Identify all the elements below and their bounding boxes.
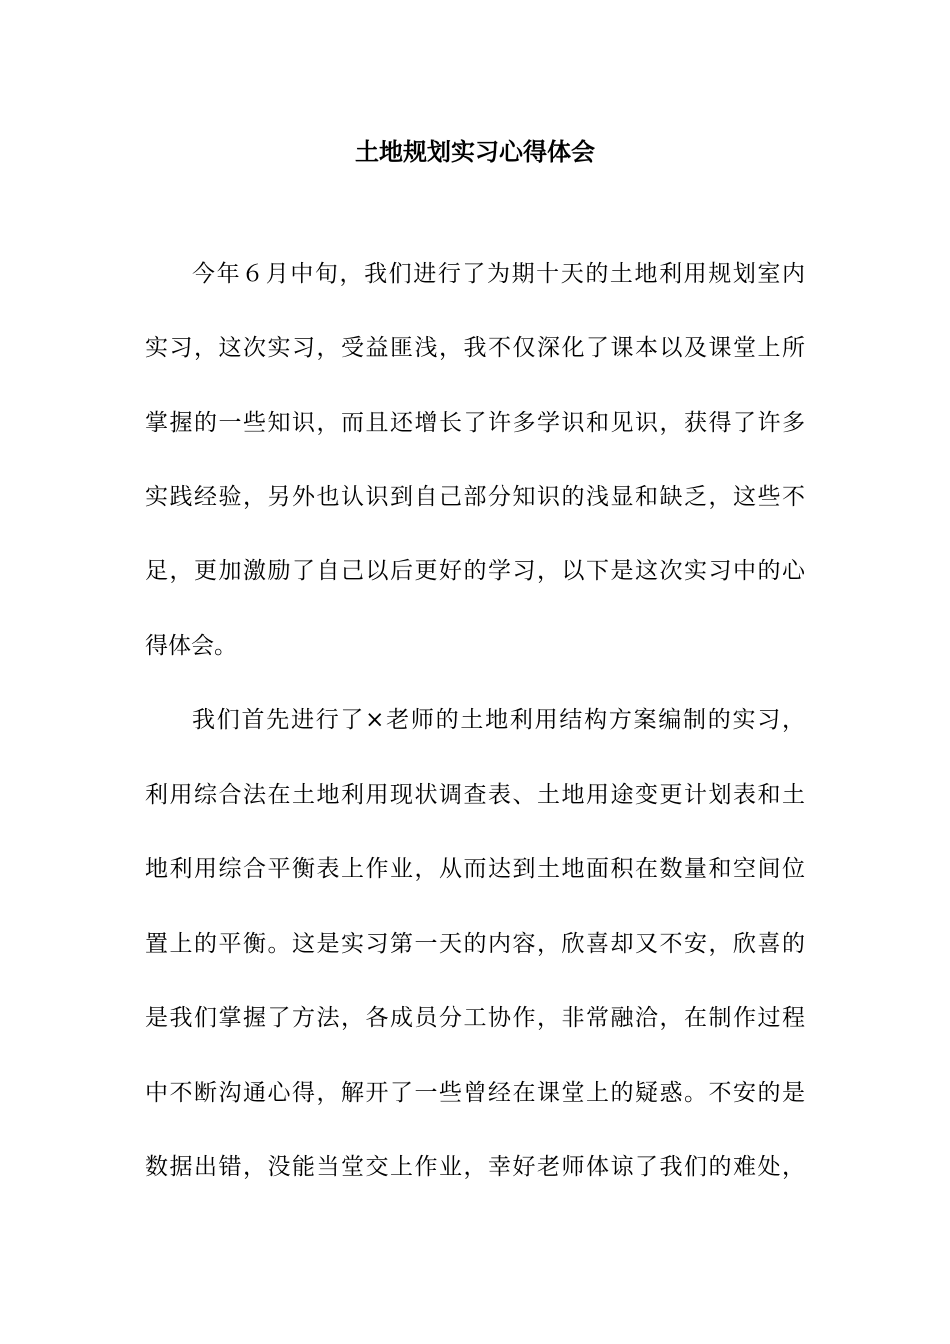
paragraph-1-line-5: 足，更加激励了自己以后更好的学习，以下是这次实习中的心	[145, 558, 805, 584]
paragraph-2-line-7: 数据出错，没能当堂交上作业，幸好老师体谅了我们的难处，	[145, 1154, 805, 1180]
paragraph-2-line-3: 地利用综合平衡表上作业，从而达到土地面积在数量和空间位	[145, 856, 805, 882]
paragraph-1-line-4: 实践经验，另外也认识到自己部分知识的浅显和缺乏，这些不	[145, 484, 805, 510]
paragraph-2-line-1: 我们首先进行了×老师的土地利用结构方案编制的实习，	[192, 707, 805, 733]
paragraph-1-line-2: 实习，这次实习，受益匪浅，我不仅深化了课本以及课堂上所	[145, 335, 805, 361]
paragraph-2-line-2: 利用综合法在土地利用现状调查表、土地用途变更计划表和土	[145, 782, 805, 808]
paragraph-1-line-6: 得体会。	[145, 633, 237, 659]
paragraph-1-line-3: 掌握的一些知识，而且还增长了许多学识和见识，获得了许多	[145, 410, 805, 436]
paragraph-1-line-1: 今年６月中旬，我们进行了为期十天的土地利用规划室内	[192, 261, 805, 287]
paragraph-2-line-6: 中不断沟通心得，解开了一些曾经在课堂上的疑惑。不安的是	[145, 1080, 805, 1106]
document-title: 土地规划实习心得体会	[355, 137, 595, 166]
paragraph-2-line-4: 置上的平衡。这是实习第一天的内容，欣喜却又不安，欣喜的	[145, 931, 805, 957]
paragraph-2-line-5: 是我们掌握了方法，各成员分工协作，非常融洽，在制作过程	[145, 1005, 805, 1031]
